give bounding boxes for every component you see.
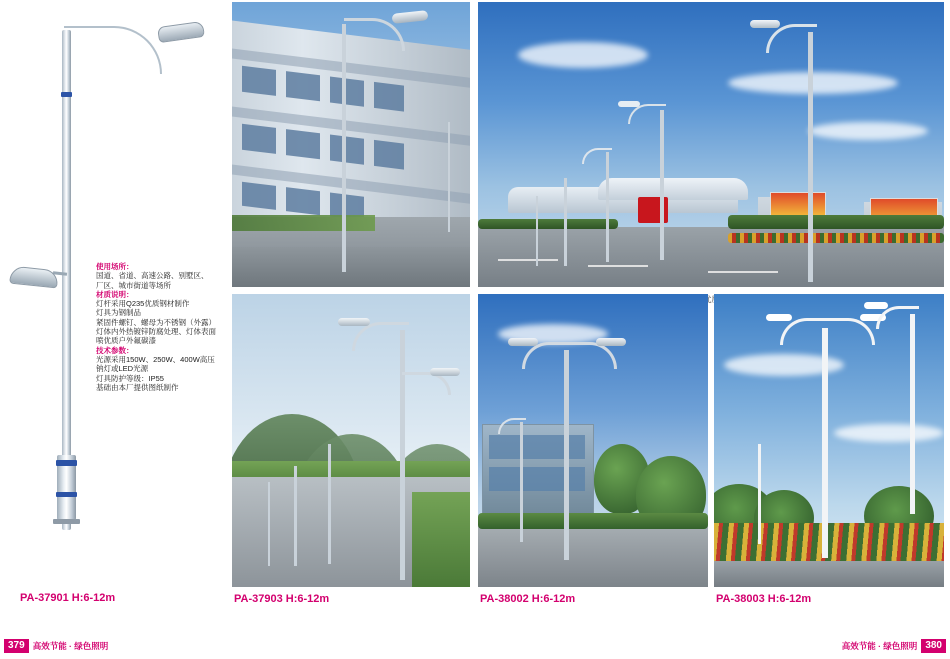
window — [242, 66, 276, 96]
street-light-head — [618, 101, 640, 107]
footer-slogan-right: 高效节能 · 绿色照明 — [841, 641, 918, 651]
tech-line-2: 灯具防护等级：IP55 — [96, 373, 164, 383]
pole-band-lower2 — [56, 492, 77, 497]
page-gutter — [472, 0, 473, 615]
figure-pa-38002 — [478, 294, 708, 587]
lane-marking — [498, 259, 558, 261]
street-light-pole — [342, 24, 346, 272]
window — [330, 77, 364, 107]
cloud — [834, 424, 944, 442]
road-foreground — [232, 247, 470, 287]
window — [330, 135, 364, 165]
caption-pa-38003: PA-38003 H:6-12m — [716, 593, 812, 605]
tech-heading: 技术参数： — [96, 345, 134, 355]
street-light-head-left — [508, 338, 538, 346]
street-light-pole — [564, 178, 567, 266]
glass-facade — [489, 467, 585, 491]
lamp-head-detail — [9, 266, 59, 289]
lane-marking — [588, 265, 648, 267]
pole-arm-curve — [64, 26, 162, 74]
usage-line-1: 厂区、城市街道等场所 — [96, 280, 171, 290]
median-hedge — [728, 215, 944, 229]
street-light-pole-far — [758, 444, 761, 544]
cloud — [728, 72, 898, 94]
tech-line-0: 光源采用150W、250W、400W高压 — [96, 354, 215, 364]
flower-field — [714, 523, 944, 565]
street-light-head-right — [596, 338, 626, 346]
street-light-pole-far — [448, 122, 450, 232]
footer-left — [4, 639, 112, 653]
street-light-head — [750, 20, 780, 28]
cloud — [518, 42, 648, 68]
roadside-hedge — [478, 513, 708, 529]
green-verge — [232, 215, 375, 231]
street-light-pole-main — [822, 328, 828, 558]
window — [286, 129, 320, 159]
window — [374, 82, 404, 112]
figure-pa-38003 — [714, 294, 944, 587]
pole-band-upper — [61, 92, 72, 97]
tech-line-3: 基础由本厂提供图纸制作 — [96, 382, 179, 392]
tech-line-1: 钠灯或LED光源 — [96, 364, 149, 374]
pole-band-lower — [56, 460, 77, 466]
window — [242, 124, 276, 154]
street-light-pole — [400, 330, 405, 580]
window — [286, 71, 320, 101]
lane-marking — [708, 271, 778, 273]
street-light-pole — [536, 196, 538, 266]
office-building — [482, 424, 594, 521]
material-line-1: 灯具为钢制品 — [96, 308, 141, 318]
footer-right — [838, 639, 946, 653]
cloud — [808, 122, 928, 140]
street-light-pole — [268, 482, 270, 566]
road-surface — [478, 525, 708, 587]
street-light-head-2 — [864, 302, 888, 309]
street-light-pole — [520, 422, 523, 542]
usage-line-0: 国道、省道、高速公路、别墅区、 — [96, 271, 209, 281]
billboard — [770, 192, 826, 216]
road-surface — [714, 561, 944, 587]
caption-pa-37901: PA-37901 H:6-12m — [20, 592, 116, 604]
material-line-0: 灯杆采用Q235优质钢材制作 — [96, 299, 190, 309]
window — [242, 182, 276, 210]
footer-slogan-left: 高效节能 · 绿色照明 — [32, 641, 109, 651]
pole-base-flange — [53, 519, 80, 524]
figure-pa-37902 — [232, 2, 470, 287]
usage-heading: 使用场所： — [96, 262, 134, 271]
figure-pa-37903 — [232, 294, 470, 587]
caption-pa-38002: PA-38002 H:6-12m — [480, 593, 576, 605]
specification-text — [96, 262, 226, 392]
street-light-pole — [564, 350, 569, 560]
window — [286, 187, 320, 215]
material-line-3: 灯体内外热镀锌防腐处理、灯体表面 — [96, 327, 216, 337]
caption-pa-37903: PA-37903 H:6-12m — [234, 593, 330, 605]
glass-facade — [489, 435, 585, 459]
flower-bed — [728, 233, 944, 243]
page-number-left: 379 — [4, 639, 29, 653]
street-light-head — [338, 318, 370, 326]
street-light-pole — [294, 466, 297, 566]
street-light-head-2 — [430, 368, 460, 376]
roadside-hedge — [478, 219, 618, 229]
page-number-right: 380 — [921, 639, 946, 653]
material-line-4: 喷优质户外氟碳漆 — [96, 336, 156, 346]
material-heading: 材质说明： — [96, 289, 134, 299]
street-light-pole — [328, 444, 331, 564]
figure-pa-38001 — [478, 2, 944, 287]
material-line-2: 紧固件螺钉、螺母为不锈钢（外露） — [96, 317, 216, 327]
street-light-head-left — [766, 314, 792, 321]
grass-foreground — [412, 492, 470, 587]
toll-station-canopy-upper — [598, 178, 748, 200]
lamp-head-top — [157, 21, 205, 43]
window — [374, 140, 404, 170]
street-light-pole — [660, 110, 664, 260]
street-light-pole — [808, 32, 813, 282]
street-light-pole-secondary — [910, 314, 915, 514]
street-light-pole — [606, 152, 609, 262]
